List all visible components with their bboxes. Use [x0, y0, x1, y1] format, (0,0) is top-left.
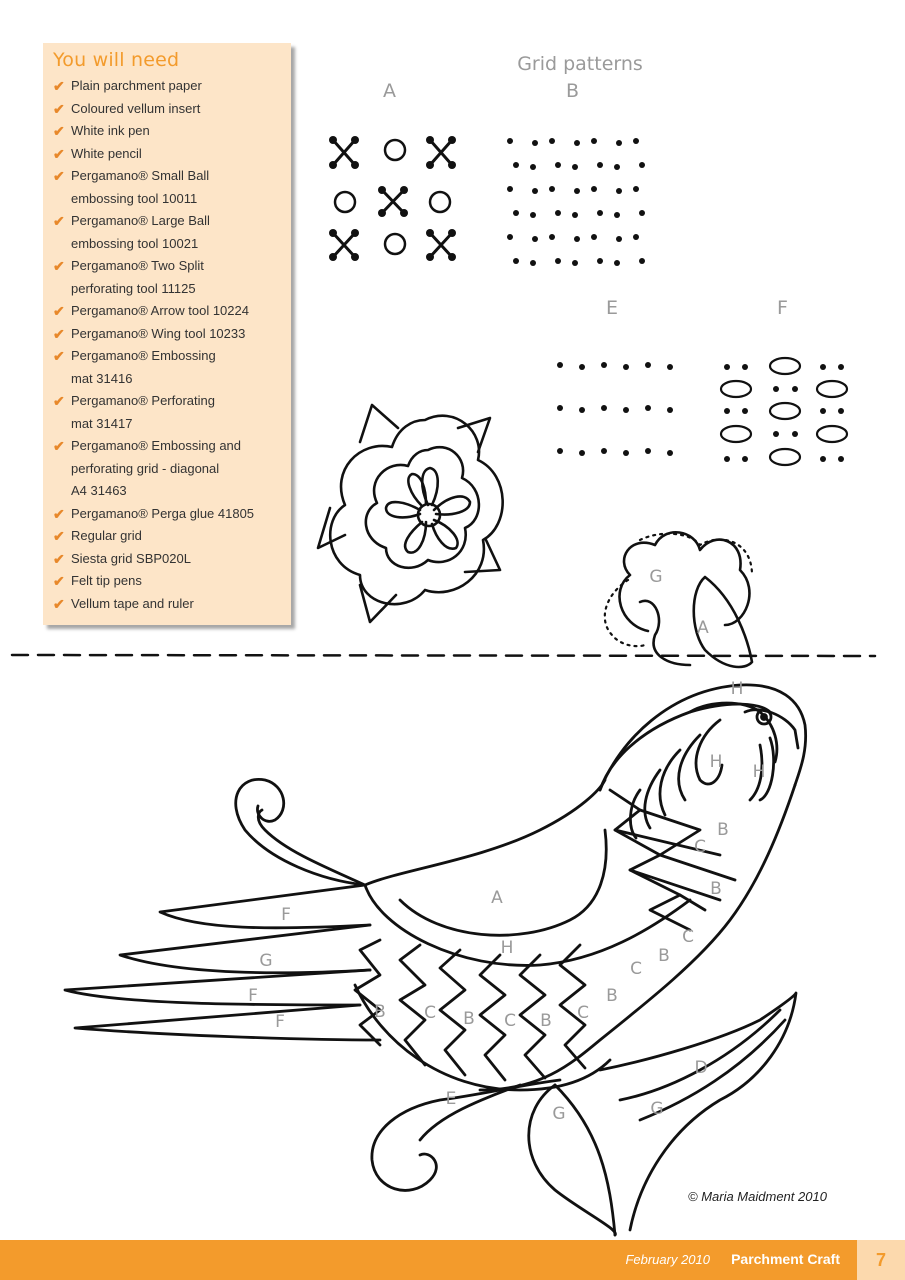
- material-item-text: Siesta grid SBP020L: [71, 550, 191, 566]
- checkmark-icon: ✔: [53, 348, 65, 364]
- checkmark-icon: ✔: [53, 213, 65, 229]
- grid-dot: [591, 138, 597, 144]
- page-number: 7: [857, 1240, 905, 1280]
- grid-dot: [639, 258, 645, 264]
- section-label: G: [552, 1104, 566, 1124]
- section-label: H: [752, 762, 766, 782]
- material-item-text: Regular grid: [71, 528, 142, 543]
- material-item-text: perforating tool 11125: [71, 280, 196, 296]
- pattern-label-e: E: [606, 297, 619, 319]
- checkmark-icon: ✔: [53, 258, 65, 274]
- material-item-text: White ink pen: [71, 123, 150, 138]
- grid-dot: [557, 405, 563, 411]
- material-item-text: perforating grid - diagonal: [71, 460, 220, 476]
- grid-pattern-a: [329, 136, 456, 261]
- section-label: B: [606, 986, 618, 1006]
- grid-dot: [532, 236, 538, 242]
- material-item-text: Felt tip pens: [71, 573, 142, 588]
- footer-magazine-title: Parchment Craft: [731, 1251, 840, 1267]
- checkmark-icon: ✔: [53, 595, 65, 612]
- page-footer: [0, 1240, 905, 1280]
- grid-dot: [574, 188, 580, 194]
- grid-dot: [614, 260, 620, 266]
- section-label: C: [504, 1011, 516, 1031]
- grid-dot: [557, 448, 563, 454]
- grid-dot: [555, 258, 561, 264]
- grid-dot: [572, 212, 578, 218]
- grid-dot: [623, 450, 629, 456]
- grid-dot: [555, 210, 561, 216]
- grid-dot: [633, 138, 639, 144]
- grid-dot: [616, 188, 622, 194]
- checkmark-icon: ✔: [53, 123, 65, 139]
- grid-dot: [507, 234, 513, 240]
- material-item-text: Pergamano® Embossing and: [71, 438, 242, 453]
- checkmark-icon: ✔: [53, 550, 65, 567]
- section-label: F: [281, 905, 291, 925]
- fold-line: [12, 655, 875, 656]
- grid-dot: [667, 364, 673, 370]
- grid-dot: [639, 210, 645, 216]
- section-label: C: [577, 1003, 589, 1023]
- grid-dot: [639, 162, 645, 168]
- grid-dot: [614, 212, 620, 218]
- section-label: B: [658, 946, 670, 966]
- pattern-label-f: F: [777, 297, 788, 319]
- grid-patterns-heading: Grid patterns: [517, 53, 643, 75]
- checkmark-icon: ✔: [53, 393, 65, 409]
- grid-dot: [667, 450, 673, 456]
- grid-dot: [507, 186, 513, 192]
- section-label: B: [717, 820, 729, 840]
- material-item-text: Pergamano® Large Ball: [71, 213, 210, 228]
- grid-dot: [616, 236, 622, 242]
- pattern-label-b: B: [566, 80, 580, 102]
- material-item-text: A4 31463: [71, 483, 127, 498]
- checkmark-icon: ✔: [53, 325, 65, 342]
- section-label: B: [463, 1009, 475, 1029]
- grid-dot: [572, 164, 578, 170]
- section-label: H: [500, 938, 514, 958]
- section-label: C: [682, 927, 694, 947]
- material-item-text: embossing tool 10011: [71, 190, 198, 206]
- grid-dot: [597, 210, 603, 216]
- rooster-comb: [605, 532, 752, 667]
- grid-dot: [572, 260, 578, 266]
- grid-dot: [633, 234, 639, 240]
- grid-dot: [601, 362, 607, 368]
- flower-motif: [318, 405, 503, 622]
- grid-dot: [667, 407, 673, 413]
- grid-dot: [530, 164, 536, 170]
- section-label: H: [709, 752, 723, 772]
- grid-dot: [645, 362, 651, 368]
- section-label: E: [445, 1089, 457, 1109]
- section-label: A: [491, 888, 503, 908]
- grid-dot: [597, 258, 603, 264]
- grid-dot: [549, 234, 555, 240]
- material-item-text: Pergamano® Small Ball: [71, 168, 210, 183]
- checkmark-icon: ✔: [53, 505, 65, 522]
- section-label: D: [694, 1058, 708, 1078]
- material-item-text: Pergamano® Perga glue 41805: [71, 505, 255, 521]
- checkmark-icon: ✔: [53, 168, 65, 184]
- grid-pattern-b: [507, 138, 645, 266]
- material-item-text: mat 31417: [71, 415, 133, 431]
- grid-dot: [549, 186, 555, 192]
- section-label: G: [650, 1099, 664, 1119]
- checkmark-icon: ✔: [53, 145, 65, 162]
- material-item-text: Pergamano® Two Split: [71, 258, 204, 273]
- grid-dot: [645, 448, 651, 454]
- section-label: F: [248, 986, 258, 1006]
- grid-dot: [597, 162, 603, 168]
- grid-dot: [591, 234, 597, 240]
- material-item-text: Pergamano® Perforating: [71, 393, 215, 408]
- grid-dot: [601, 448, 607, 454]
- section-label: B: [374, 1002, 386, 1022]
- grid-dot: [633, 186, 639, 192]
- section-label: C: [630, 959, 642, 979]
- grid-dot: [574, 236, 580, 242]
- material-item-text: mat 31416: [71, 370, 133, 386]
- copyright-notice: © Maria Maidment 2010: [688, 1189, 827, 1204]
- section-label: G: [649, 567, 663, 587]
- grid-dot: [532, 140, 538, 146]
- grid-dot: [601, 405, 607, 411]
- section-label: C: [694, 837, 706, 857]
- grid-dot: [507, 138, 513, 144]
- grid-dot: [532, 188, 538, 194]
- material-item-text: Pergamano® Embossing: [71, 348, 216, 363]
- grid-pattern-e: [557, 362, 673, 456]
- grid-dot: [579, 407, 585, 413]
- grid-dot: [645, 405, 651, 411]
- section-label: H: [730, 679, 744, 699]
- rooster-body: [65, 685, 806, 1235]
- grid-dot: [530, 212, 536, 218]
- material-item-text: Coloured vellum insert: [71, 100, 201, 116]
- grid-dot: [513, 258, 519, 264]
- section-label: B: [540, 1011, 552, 1031]
- material-item-text: Pergamano® Arrow tool 10224: [71, 303, 249, 318]
- grid-dot: [574, 140, 580, 146]
- material-item-text: Pergamano® Wing tool 10233: [71, 325, 246, 341]
- grid-dot: [614, 164, 620, 170]
- checkmark-icon: ✔: [53, 100, 65, 117]
- pattern-label-a: A: [383, 80, 396, 102]
- material-item-text: embossing tool 10021: [71, 235, 199, 251]
- grid-dot: [623, 407, 629, 413]
- material-item-text: Vellum tape and ruler: [71, 595, 194, 611]
- material-item-text: White pencil: [71, 145, 142, 161]
- section-label: B: [710, 879, 722, 899]
- checkmark-icon: ✔: [53, 438, 65, 454]
- checkmark-icon: ✔: [53, 78, 65, 94]
- grid-dot: [579, 450, 585, 456]
- grid-dot: [579, 364, 585, 370]
- materials-title: You will need: [53, 49, 180, 71]
- grid-dot: [591, 186, 597, 192]
- grid-dot: [530, 260, 536, 266]
- grid-dot: [513, 210, 519, 216]
- checkmark-icon: ✔: [53, 528, 65, 544]
- material-item-text: Plain parchment paper: [71, 78, 202, 93]
- grid-dot: [616, 140, 622, 146]
- grid-dot: [623, 364, 629, 370]
- grid-dot: [555, 162, 561, 168]
- section-label: A: [697, 618, 709, 638]
- grid-dot: [513, 162, 519, 168]
- footer-date: February 2010: [625, 1252, 710, 1267]
- checkmark-icon: ✔: [53, 303, 65, 319]
- grid-dot: [549, 138, 555, 144]
- grid-pattern-f: [721, 358, 847, 465]
- checkmark-icon: ✔: [53, 573, 65, 589]
- section-label: G: [259, 951, 273, 971]
- section-label: F: [275, 1012, 285, 1032]
- section-label: C: [424, 1003, 436, 1023]
- grid-dot: [557, 362, 563, 368]
